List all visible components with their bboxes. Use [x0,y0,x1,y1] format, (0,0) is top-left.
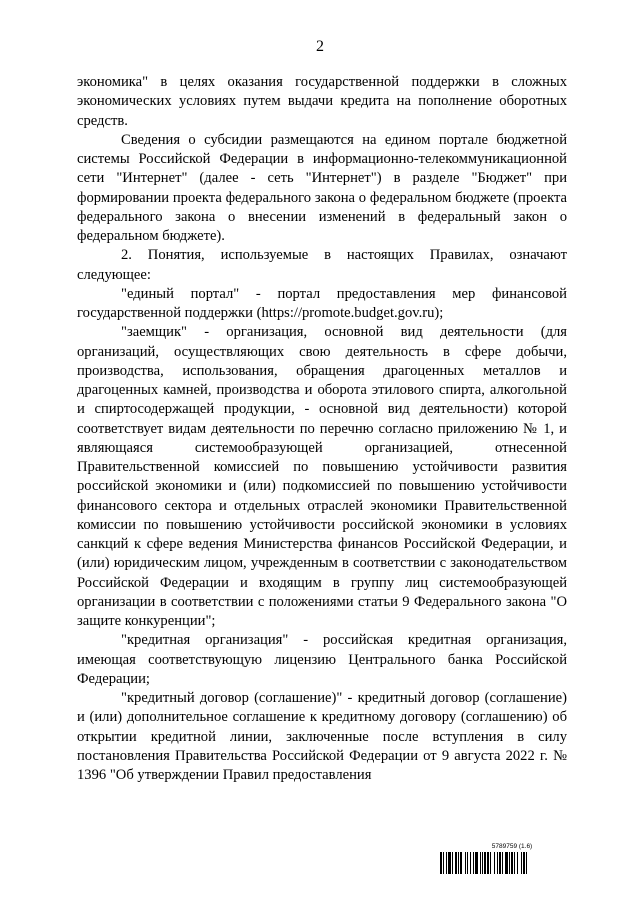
barcode-bar [460,852,462,874]
barcode-bar [509,852,510,874]
barcode-bar [514,852,515,874]
barcode-bar [440,852,442,874]
barcode-bar [497,852,498,874]
paragraph-1: экономика" в целях оказания государственной поддержки в сложных экономических условиях путем выдачи кредита на пополнение оборотных средств. [77,74,567,129]
barcode-bar [526,852,527,874]
paragraph-2: Сведения о субсидии размещаются на едином портале бюджетной системы Российской Федерации в информационно-телекоммуникационной сети "Интернет" (далее - сеть "Интернет") в разделе "Бюджет" при формировании проекта федерального закона о федеральном бюджете (проекта федерального закона о внесении изменений в федеральный закон о федеральном бюджете). [77,131,567,244]
page-number: 2 [316,38,324,55]
barcode-bar [452,852,453,874]
barcode-bar [517,852,518,874]
barcode-bar [494,852,495,874]
paragraph-3: 2. Понятия, используемые в настоящих Правилах, означают следующее: [77,247,567,283]
barcode-bar [480,852,481,874]
barcode-bar [487,852,489,874]
barcode-bar [502,852,503,874]
paragraph-6: "кредитная организация" - российская кредитная организация, имеющая соответствующую лицензию Центрального банка Российской Федерации; [77,632,567,687]
barcode-block [440,843,568,874]
barcode-bar [443,852,444,874]
barcode-bar [458,852,459,874]
barcode-bar [484,852,486,874]
paragraph-4: "единый портал" - портал предоставления мер финансовой государственной поддержки (https://promote.budget.gov.ru); [77,285,567,321]
barcode-bar [523,852,525,874]
document-body [77,73,567,785]
barcode-bar [470,852,471,874]
barcode-bar [448,852,451,874]
barcode-bar [511,852,513,874]
barcode-bar [521,852,522,874]
barcode-bar [465,852,466,874]
barcode-bar [490,852,491,874]
paragraph-7: "кредитный договор (соглашение)" - кредитный договор (соглашение) и (или) дополнительное соглашение к кредитному договору (соглашению) об открытии кредитной линии, заключенные после вступления в силу постановления Правительства Российской Федерации от 9 августа 2022 г. № 1396 "Об утверждении Правил предоставления [77,690,567,783]
barcode-bar [455,852,457,874]
barcode-icon [440,852,568,874]
paragraph-5: "заемщик" - организация, основной вид деятельности (для организаций, осуществляющих свою деятельность в сфере добычи, производства, использования, обращения драгоценных металлов и драгоценных камней, производства и оборота этилового спирта, алкогольной и спиртосодержащей продукции, - основной вид деятельности) которой соответствует видам деятельности по перечню согласно приложению № 1, и являющаяся системообразующей организацией, отнесенной Правительственной комиссией по повышению устойчивости развития российской экономики и (или) подкомиссией по повышению устойчивости финансового сектора и отдельных отраслей экономики Правительственной комиссии по повышению устойчивости российской экономики в условиях санкций к сфере ведения Министерства финансов Российской Федерации, и (или) юридическим лицом, учрежденным в соответствии с законодательством Российской Федерации и входящим в группу лиц системообразующей организации в соответствии с положениями статьи 9 Федерального закона "О защите конкуренции"; [77,324,567,629]
barcode-bar [446,852,447,874]
barcode-bar [505,852,508,874]
barcode-bar [473,852,474,874]
barcode-bar [475,852,478,874]
barcode-caption: 5789759 (1.6) [491,843,533,850]
barcode-bar [467,852,468,874]
barcode-bar [482,852,483,874]
barcode-bar [499,852,501,874]
